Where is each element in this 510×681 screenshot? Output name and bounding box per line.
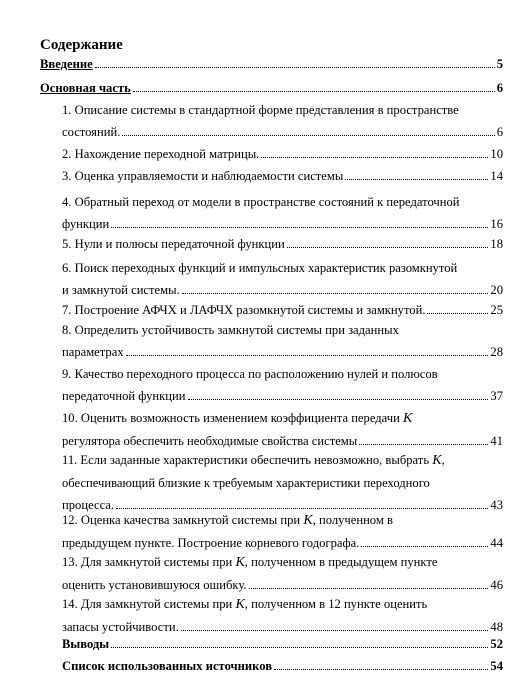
toc-page-number: 18 [490, 237, 503, 251]
dot-leader [345, 179, 488, 180]
toc-entry-row [62, 619, 503, 635]
toc-page-number: 6 [496, 125, 503, 139]
toc-entry-row [40, 80, 503, 96]
toc-entry-row [62, 658, 503, 674]
toc-entry-row [62, 388, 503, 404]
dot-leader [249, 588, 489, 589]
dot-leader [274, 669, 488, 670]
toc-entry-title: 3. Оценка управляемости и наблюдаемости системы [62, 169, 344, 183]
toc-entry[interactable] [62, 260, 503, 298]
dot-leader [111, 647, 488, 648]
toc-entry[interactable] [62, 658, 503, 674]
dot-leader [122, 135, 494, 136]
toc-page-number: 6 [496, 81, 503, 95]
toc-entry[interactable] [62, 236, 503, 252]
toc-entry-row [62, 146, 503, 162]
toc-page-number: 14 [490, 169, 503, 183]
toc-page-number: 52 [490, 637, 503, 651]
toc-page-number: 20 [490, 283, 503, 297]
toc-entry-line: 4. Обратный переход от модели в пространстве состояний к передаточной [62, 195, 460, 209]
toc-entry-title: Введение [40, 57, 93, 71]
toc-page-number: 10 [490, 147, 503, 161]
dot-leader [359, 444, 488, 445]
toc-entry-title: функции [62, 217, 110, 231]
toc-entry-title: процесса. [62, 498, 115, 512]
toc-title: Содержание [40, 37, 123, 53]
toc-entry[interactable] [62, 410, 503, 449]
toc-entry[interactable] [62, 194, 503, 232]
toc-entry-line: 1. Описание системы в стандартной форме представления в пространстве [62, 103, 459, 117]
toc-entry-title: 5. Нули и полюсы передаточной функции [62, 237, 285, 251]
dot-leader [287, 247, 489, 248]
toc-entry[interactable] [62, 322, 503, 360]
toc-entry-row [62, 535, 503, 551]
toc-entry[interactable] [40, 56, 503, 72]
toc-entry-title: Список использованных источников [62, 659, 273, 673]
toc-entry-line: 14. Для замкнутой системы при K, полученном в 12 пункте оценить [62, 597, 428, 612]
toc-entry-line: 12. Оценка качества замкнутой системы при K, полученном в [62, 513, 393, 528]
toc-entry-title: 2. Нахождение переходной матрицы. [62, 147, 260, 161]
toc-entry-row [62, 433, 503, 449]
toc-entry[interactable] [62, 452, 503, 513]
toc-page-number: 44 [490, 536, 503, 550]
toc-entry-title: параметрах [62, 345, 124, 359]
toc-entry-row [62, 497, 503, 513]
toc-page-number: 16 [490, 217, 503, 231]
toc-entry[interactable] [62, 636, 503, 652]
dot-leader [181, 630, 489, 631]
toc-page-number: 25 [490, 303, 503, 317]
dot-leader [188, 399, 489, 400]
toc-entry-row [62, 636, 503, 652]
toc-entry-title: Основная часть [40, 81, 131, 95]
toc-entry-row [62, 282, 503, 298]
toc-entry-line: 8. Определить устойчивость замкнутой системы при заданных [62, 323, 399, 337]
toc-entry[interactable] [62, 596, 503, 635]
dot-leader [361, 546, 488, 547]
toc-entry-title: Выводы [62, 637, 110, 651]
toc-entry-title: запасы устойчивости. [62, 620, 179, 634]
dot-leader [182, 293, 489, 294]
toc-entry-row [40, 56, 503, 72]
toc-page-number: 37 [490, 389, 503, 403]
toc-entry-row [62, 302, 503, 318]
toc-page-number: 43 [490, 498, 503, 512]
toc-entry-line: 10. Оценить возможность изменением коэффициента передачи K [62, 411, 413, 426]
toc-page-number: 41 [490, 434, 503, 448]
toc-entry-row [62, 344, 503, 360]
toc-page-number: 28 [490, 345, 503, 359]
toc-page-number: 54 [490, 659, 503, 673]
dot-leader [261, 157, 488, 158]
toc-entry-line: обеспечивающий близкие к требуемым характеристики переходного [62, 476, 430, 490]
toc-entry-row [62, 236, 503, 252]
dot-leader [111, 227, 488, 228]
toc-entry-line: 13. Для замкнутой системы при K, полученном в предыдущем пункте [62, 555, 438, 570]
toc-entry[interactable] [62, 146, 503, 162]
toc-entry-line: 11. Если заданные характеристики обеспечить невозможно, выбрать K, [62, 453, 445, 468]
toc-entry-row [62, 168, 503, 184]
dot-leader [126, 355, 489, 356]
toc-entry-title: и замкнутой системы. [62, 283, 180, 297]
toc-entry-title: предыдущем пункте. Построение корневого годографа. [62, 536, 360, 550]
toc-entry[interactable] [62, 366, 503, 404]
toc-page-number: 46 [490, 578, 503, 592]
toc-entry-title: оценить установившуюся ошибку. [62, 578, 247, 592]
toc-entry[interactable] [62, 512, 503, 551]
toc-entry-title: регулятора обеспечить необходимые свойства системы [62, 434, 358, 448]
toc-entry-title: передаточной функции [62, 389, 186, 403]
toc-page-number: 48 [490, 620, 503, 634]
toc-entry-line: 6. Поиск переходных функций и импульсных характеристик разомкнутой [62, 261, 458, 275]
toc-entry-title: состояний. [62, 125, 121, 139]
toc-entry[interactable] [62, 102, 503, 140]
toc-entry[interactable] [40, 80, 503, 96]
toc-entry-line: 9. Качество переходного процесса по расположению нулей и полюсов [62, 367, 438, 381]
toc-page-number: 5 [496, 57, 503, 71]
toc-entry-row [62, 216, 503, 232]
dot-leader [95, 67, 495, 68]
dot-leader [427, 313, 488, 314]
dot-leader [116, 508, 488, 509]
toc-entry-title: 7. Построение АФЧХ и ЛАФЧХ разомкнутой системы и замкнутой. [62, 303, 426, 317]
toc-entry[interactable] [62, 302, 503, 318]
dot-leader [133, 91, 495, 92]
toc-entry-row [62, 577, 503, 593]
toc-entry[interactable] [62, 554, 503, 593]
toc-entry[interactable] [62, 168, 503, 184]
toc-entry-row [62, 124, 503, 140]
